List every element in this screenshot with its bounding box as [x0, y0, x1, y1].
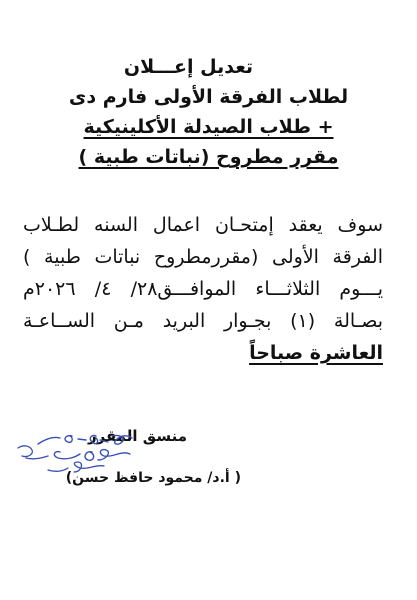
announcement-title: تعديل إعـــلان — [123, 56, 254, 78]
course-title-line: مقرر مطروح (نباتات طبية ) — [78, 146, 339, 168]
additional-students-line: + طلاب الصيدلة الأكلينيكية — [83, 116, 334, 138]
exam-time-line: العاشرة صباحاً — [249, 342, 383, 364]
body-line-2: الفرقة الأولى (مقررمطروح نباتات طبية ) — [23, 246, 383, 268]
body-line-1: سوف يعقد إمتحـان اعمال السنه لطـلاب — [23, 214, 383, 236]
coordinator-name: ( أ.د/ محمود حافظ حسن) — [65, 470, 241, 486]
body-line-4: بصـالة (١) بجـوار البريد مـن الســاعـة — [23, 310, 383, 332]
target-students-line: لطلاب الفرقة الأولى فارم دى — [68, 86, 349, 108]
body-line-3: يـــوم الثلاثـــاء الموافـــق٢٨/ ٤/ ٢٠٢٦م — [23, 278, 383, 300]
coordinator-label: منسق المقرر — [87, 427, 187, 445]
